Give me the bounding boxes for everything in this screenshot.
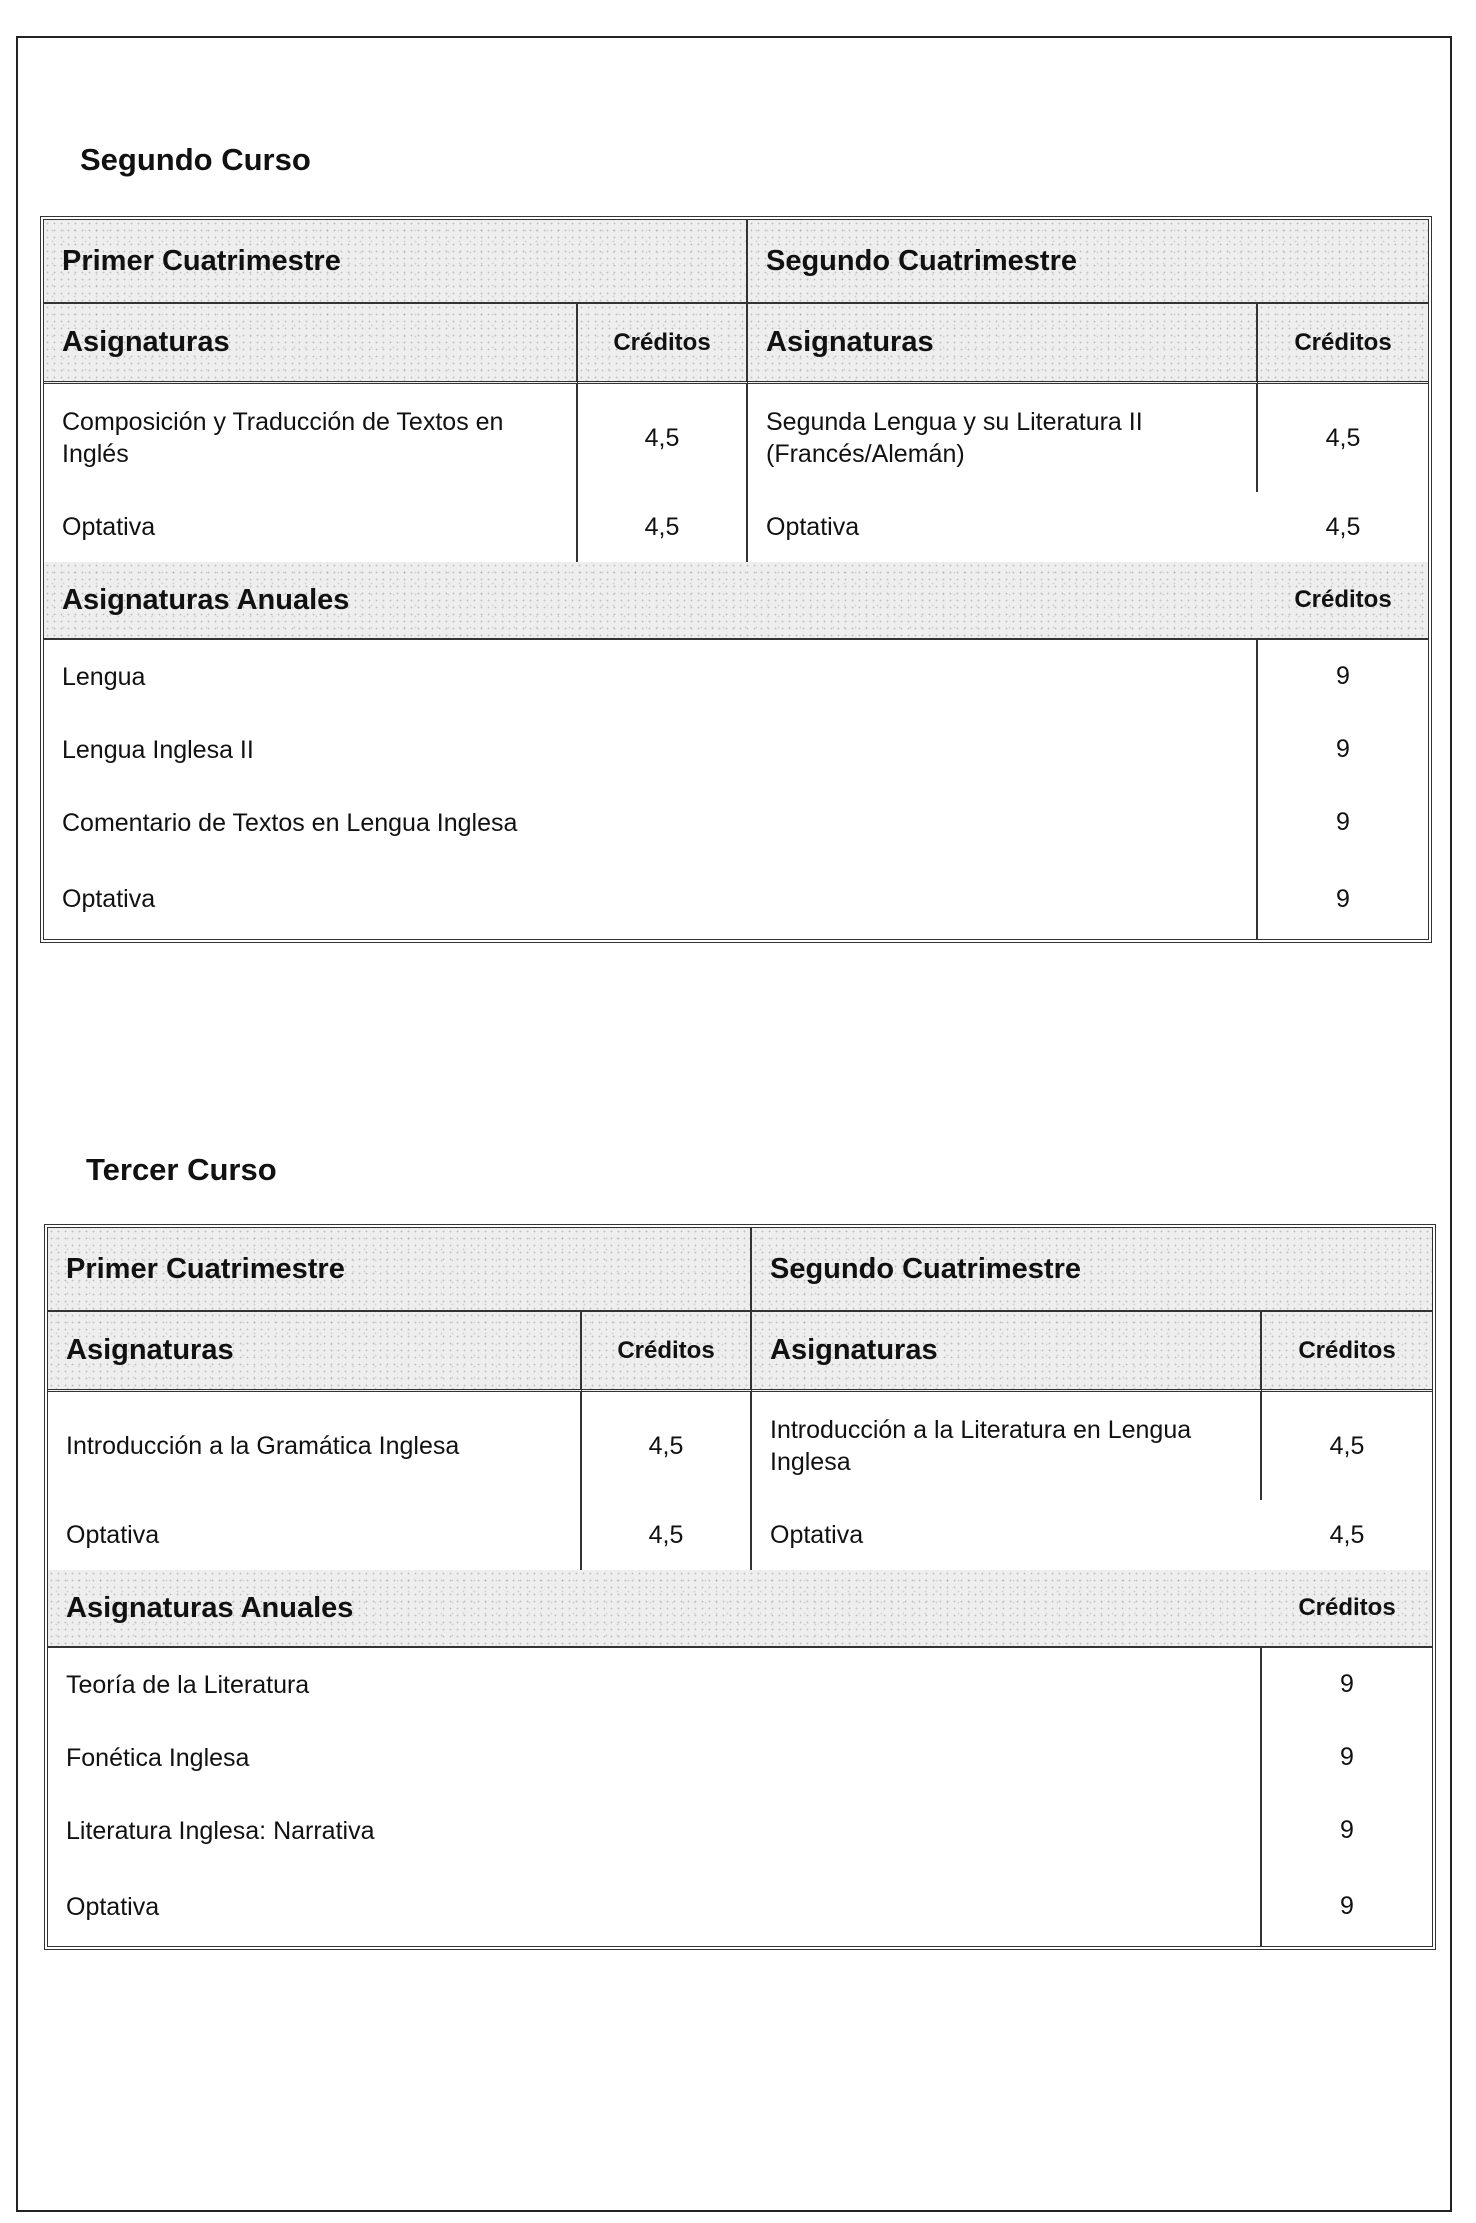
subject-cell: Introducción a la Literatura en Lengua Inglesa	[752, 1392, 1262, 1500]
credits-header: Créditos	[578, 304, 748, 384]
credits-cell: 4,5	[1325, 512, 1361, 541]
course-table	[44, 1224, 1436, 1950]
subjects-header: Asignaturas	[44, 304, 578, 384]
subject-cell: Lengua	[44, 640, 1258, 713]
subject-cell: Introducción a la Gramática Inglesa	[48, 1392, 582, 1500]
credits-cell: 4,5	[578, 492, 748, 562]
subject-cell: Optativa	[44, 859, 1258, 939]
term-header-first: Primer Cuatrimestre	[44, 220, 748, 304]
credits-cell: 4,5	[582, 1500, 752, 1570]
credits-header: Créditos	[582, 1312, 752, 1392]
course-title: Segundo Curso	[80, 142, 311, 177]
subjects-header: Asignaturas	[748, 304, 1258, 384]
annual-header: Asignaturas Anuales	[44, 562, 1258, 640]
subject-cell: Lengua Inglesa II	[44, 713, 1258, 786]
subject-cell: Optativa	[44, 492, 578, 562]
credits-cell: 4,5	[1329, 1431, 1365, 1460]
credits-cell: 9	[1340, 1816, 1354, 1844]
term-header-first: Primer Cuatrimestre	[48, 1228, 752, 1312]
subject-cell: Literatura Inglesa: Narrativa	[48, 1794, 1262, 1867]
subject-cell: Optativa	[48, 1500, 582, 1570]
credits-cell: 9	[1340, 1670, 1354, 1698]
credits-cell: 4,5	[582, 1392, 752, 1500]
credits-cell: 4,5	[1329, 1520, 1365, 1549]
subject-cell: Fonética Inglesa	[48, 1721, 1262, 1794]
credits-cell: 9	[1336, 735, 1350, 763]
subject-cell: Composición y Traducción de Textos en Inglés	[44, 384, 578, 492]
credits-header: Créditos	[1258, 304, 1428, 384]
subject-cell: Optativa	[48, 1867, 1262, 1946]
credits-cell: 9	[1340, 1892, 1354, 1920]
subjects-header: Asignaturas	[48, 1312, 582, 1392]
subject-cell: Teoría de la Literatura	[48, 1648, 1262, 1721]
term-header-second: Segundo Cuatrimestre	[752, 1228, 1432, 1312]
credits-header: Créditos	[1262, 1312, 1432, 1392]
credits-cell: 9	[1336, 662, 1350, 690]
course-title: Tercer Curso	[86, 1152, 277, 1187]
subjects-header: Asignaturas	[752, 1312, 1262, 1392]
subject-cell: Segunda Lengua y su Literatura II (Francés/Alemán)	[748, 384, 1258, 492]
subject-cell: Comentario de Textos en Lengua Inglesa	[44, 786, 1258, 859]
credits-cell: 4,5	[1325, 423, 1361, 452]
credits-header: Créditos	[1262, 1570, 1432, 1648]
credits-cell: 9	[1336, 808, 1350, 836]
course-table	[40, 216, 1432, 943]
annual-header: Asignaturas Anuales	[48, 1570, 1262, 1648]
credits-cell: 9	[1336, 884, 1350, 913]
subject-cell: Optativa	[770, 1521, 864, 1549]
term-header-second: Segundo Cuatrimestre	[748, 220, 1428, 304]
credits-header: Créditos	[1258, 562, 1428, 640]
credits-cell: 9	[1340, 1743, 1354, 1771]
subject-cell: Optativa	[766, 513, 860, 541]
credits-cell: 4,5	[578, 384, 748, 492]
